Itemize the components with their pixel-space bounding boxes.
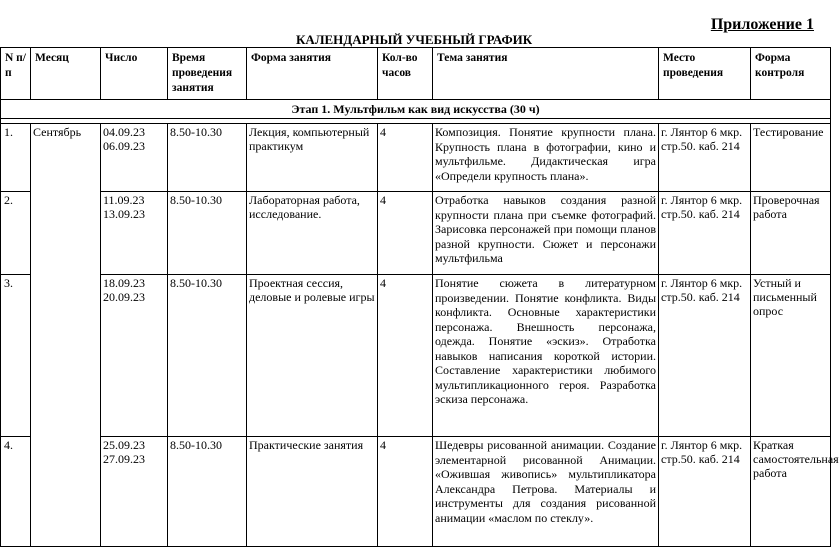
col-header-topic: Тема занятия (433, 48, 659, 100)
col-header-date: Число (101, 48, 168, 100)
date-cell: 25.09.23 27.09.23 (101, 437, 168, 547)
time-cell: 8.50-10.30 (168, 437, 247, 547)
appendix-label: Приложение 1 (710, 16, 814, 33)
hours-cell: 4 (378, 192, 433, 275)
col-header-time: Время проведения занятия (168, 48, 247, 100)
col-header-hours: Кол-во часов (378, 48, 433, 100)
table-header-row (1, 48, 831, 100)
row-number: 2. (1, 192, 31, 275)
col-header-place: Место проведения (659, 48, 751, 100)
table-row (1, 437, 831, 547)
place-cell: г. Лянтор 6 мкр. стр.50. каб. 214 (659, 437, 751, 547)
col-header-control: Форма контроля (751, 48, 831, 100)
time-cell: 8.50-10.30 (168, 124, 247, 192)
place-cell: г. Лянтор 6 мкр. стр.50. каб. 214 (659, 275, 751, 437)
form-cell: Лабораторная работа, исследование. (247, 192, 378, 275)
hours-cell: 4 (378, 437, 433, 547)
row-number: 3. (1, 275, 31, 437)
form-cell: Лекция, компьютерный практикум (247, 124, 378, 192)
row-number: 4. (1, 437, 31, 547)
table-row (1, 124, 831, 192)
topic-cell: Понятие сюжета в литературном произведении. Понятие конфликта. Виды конфликта. Основные характеристики персонажа. Внешность персонажа, одежда. Понятие «эскиз». Отработка навыков написания короткой истории. Составление характеристики любимого мультипликационного героя. Разработка эскиза персонажа. (433, 275, 659, 437)
control-cell: Тестирование (751, 124, 831, 192)
form-cell: Проектная сессия, деловые и ролевые игры (247, 275, 378, 437)
place-cell: г. Лянтор 6 мкр. стр.50. каб. 214 (659, 124, 751, 192)
col-header-number: N п/п (1, 48, 31, 100)
date-cell: 11.09.23 13.09.23 (101, 192, 168, 275)
control-cell: Устный и письменный опрос (751, 275, 831, 437)
form-cell: Практические занятия (247, 437, 378, 547)
topic-cell: Шедевры рисованной анимации. Создание элементарной рисованной Анимации. «Ожившая живопись» мультипликатора Александра Петрова. Материалы и инструменты для создания рисованной анимации «маслом по стеклу». (433, 437, 659, 547)
col-header-month: Месяц (31, 48, 101, 100)
hours-cell: 4 (378, 124, 433, 192)
topic-cell: Отработка навыков создания разной крупности плана при съемке фотографий. Зарисовка персонажей при помощи планов разной крупности. Сюжет и персонажи мультфильма (433, 192, 659, 275)
document-title: КАЛЕНДАРНЫЙ УЧЕБНЫЙ ГРАФИК (296, 32, 533, 47)
table-row (1, 275, 831, 437)
topic-cell: Композиция. Понятие крупности плана. Крупность плана в фотографии, кино и мультфильме. Дидактическая игра «Определи крупность плана». (433, 124, 659, 192)
table-row (1, 192, 831, 275)
row-number: 1. (1, 124, 31, 192)
control-cell: Проверочная работа (751, 192, 831, 275)
place-cell: г. Лянтор 6 мкр. стр.50. каб. 214 (659, 192, 751, 275)
month-cell: Сентябрь (31, 124, 101, 547)
time-cell: 8.50-10.30 (168, 192, 247, 275)
hours-cell: 4 (378, 275, 433, 437)
time-cell: 8.50-10.30 (168, 275, 247, 437)
col-header-form: Форма занятия (247, 48, 378, 100)
stage-title: Этап 1. Мультфильм как вид искусства (30 ч) (1, 100, 831, 119)
date-cell: 18.09.23 20.09.23 (101, 275, 168, 437)
schedule-table (0, 47, 839, 547)
stage-row (1, 100, 831, 119)
control-cell: Краткая самостоятельная работа (751, 437, 831, 547)
date-cell: 04.09.23 06.09.23 (101, 124, 168, 192)
